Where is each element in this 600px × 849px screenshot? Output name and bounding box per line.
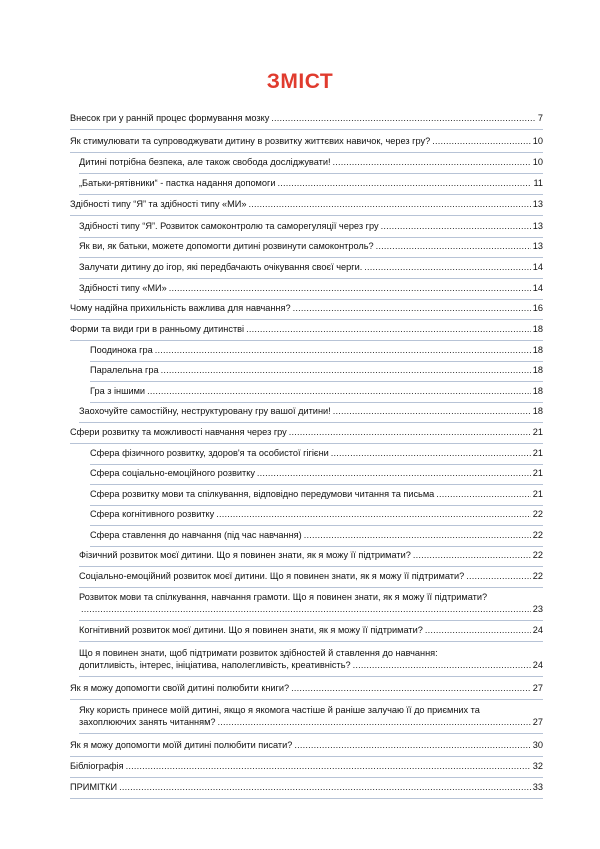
toc-entry[interactable] <box>70 682 543 700</box>
toc-entry[interactable] <box>79 220 543 238</box>
toc-entry-title: Соціально-емоційний розвиток моєї дитини. Що я повинен знати, як я можу її підтримати? <box>79 571 465 581</box>
toc-entry-title: Залучати дитину до ігор, які передбачають очікування своєї черги. <box>79 262 363 272</box>
toc-dot-leader <box>376 240 531 252</box>
toc-page-number: 21 <box>532 468 543 478</box>
toc-dot-leader <box>381 220 531 232</box>
toc-entry[interactable] <box>79 405 543 423</box>
toc-page-number: 18 <box>532 324 543 334</box>
toc-page-number: 18 <box>532 345 543 355</box>
toc-page-number: 10 <box>532 157 543 167</box>
toc-page-number: 22 <box>532 530 543 540</box>
toc-entry[interactable] <box>90 447 543 465</box>
toc-page-number: 22 <box>532 571 543 581</box>
toc-dot-leader <box>331 447 531 459</box>
toc-dot-leader <box>249 198 531 210</box>
toc-page-number: 18 <box>532 386 543 396</box>
toc-entry[interactable] <box>70 198 543 216</box>
toc-dot-leader <box>333 156 531 168</box>
toc-entry[interactable] <box>79 177 543 195</box>
toc-page-number: 14 <box>532 262 543 272</box>
toc-entry-title: Сфера соціально-емоційного розвитку <box>90 468 255 478</box>
toc-page-number: 13 <box>532 241 543 251</box>
toc-entry-title: допитливість, інтерес, ініціатива, наполегливість, креативність? <box>79 660 351 670</box>
toc-entry[interactable] <box>90 488 543 506</box>
toc-page-number: 7 <box>537 113 543 123</box>
toc-dot-leader <box>216 508 531 520</box>
toc-entry[interactable] <box>79 282 543 300</box>
toc-page-number: 18 <box>532 365 543 375</box>
toc-entry-title: Дитині потрібна безпека, але також свобода досліджувати! <box>79 157 331 167</box>
toc-entry-title: Здібності типу “Я” та здібності типу «МИ» <box>70 199 247 209</box>
toc-page-number: 23 <box>532 604 543 614</box>
toc-entry[interactable] <box>90 508 543 526</box>
toc-dot-leader <box>436 488 530 500</box>
toc-entry-title: захоплюючих занять читанням? <box>79 717 216 727</box>
toc-entry-title: Сфера розвитку мови та спілкування, відповідно передумови читання та письма <box>90 489 435 499</box>
toc-page-number: 22 <box>532 509 543 519</box>
toc-entry-title: Як ви, як батьки, можете допомогти дитині розвинути самоконтроль? <box>79 241 374 251</box>
toc-entry[interactable] <box>90 385 543 403</box>
toc-dot-leader <box>277 177 531 189</box>
toc-page-number: 32 <box>532 761 543 771</box>
toc-dot-leader <box>353 659 531 671</box>
toc-entry[interactable] <box>70 426 543 444</box>
toc-entry-title-line1: Яку користь принесе моїй дитині, якщо я якомога частіше й раніше залучаю її до приємних та <box>79 705 480 715</box>
toc-dot-leader <box>294 739 530 751</box>
toc-entry-title: Сфера ставлення до навчання (під час навчання) <box>90 530 302 540</box>
toc-entry-title: Сфери розвитку та можливості навчання через гру <box>70 427 287 437</box>
toc-entry[interactable] <box>90 364 543 382</box>
toc-dot-leader <box>271 112 536 124</box>
toc-entry-title: Внесок гри у ранній процес формування мозку <box>70 113 270 123</box>
toc-dot-leader <box>364 261 531 273</box>
toc-dot-leader <box>333 405 531 417</box>
toc-entry-title: Як стимулювати та супроводжувати дитину в розвитку життєвих навичок, через гру? <box>70 136 431 146</box>
toc-entry-title: Поодинока гра <box>90 345 153 355</box>
toc-entry[interactable] <box>79 261 543 279</box>
toc-page-number: 21 <box>532 489 543 499</box>
toc-entry[interactable] <box>70 302 543 320</box>
toc-dot-leader <box>81 603 531 615</box>
toc-dot-leader <box>257 467 531 479</box>
toc-entry-title: Гра з іншими <box>90 386 146 396</box>
toc-entry-title: Сфера когнітивного розвитку <box>90 509 215 519</box>
toc-dot-leader <box>425 624 531 636</box>
toc-page-number: 10 <box>532 136 543 146</box>
page-title: ЗМІСТ <box>266 70 334 93</box>
toc-dot-leader <box>304 529 531 541</box>
toc-entry-title: Бібліографія <box>70 761 124 771</box>
toc-page-number: 21 <box>532 427 543 437</box>
toc-entry-title: Як я можу допомогти своїй дитині полюбити книги? <box>70 683 290 693</box>
toc-dot-leader <box>119 781 531 793</box>
toc-entry[interactable] <box>90 467 543 485</box>
toc-entry[interactable] <box>70 760 543 778</box>
toc-entry-title: Як я можу допомогти моїй дитині полюбити писати? <box>70 740 293 750</box>
toc-entry-title: Фізичний розвиток моєї дитини. Що я повинен знати, як я можу її підтримати? <box>79 550 411 560</box>
toc-entry[interactable] <box>70 323 543 341</box>
toc-dot-leader <box>126 760 531 772</box>
toc-dot-leader <box>289 426 531 438</box>
toc-entry[interactable] <box>70 781 543 799</box>
toc-dot-leader <box>218 716 531 728</box>
toc-entry[interactable] <box>70 112 543 130</box>
toc-dot-leader <box>466 570 531 582</box>
toc-entry-title: Паралельна гра <box>90 365 159 375</box>
toc-entry[interactable] <box>79 591 543 621</box>
toc-page-number: 13 <box>532 221 543 231</box>
toc-page-number: 16 <box>532 303 543 313</box>
toc-entry[interactable] <box>79 240 543 258</box>
toc-entry-title: Форми та види гри в ранньому дитинстві <box>70 324 245 334</box>
toc-entry[interactable] <box>90 344 543 362</box>
toc-page-number: 11 <box>533 178 543 188</box>
toc-page-number: 30 <box>532 740 543 750</box>
toc-page-number: 24 <box>532 660 543 670</box>
toc-entry-title-line1: Що я повинен знати, щоб підтримати розвиток здібностей й ставлення до навчання: <box>79 648 438 658</box>
toc-entry[interactable] <box>70 739 543 757</box>
toc-page-number: 21 <box>532 448 543 458</box>
toc-dot-leader <box>293 302 531 314</box>
toc-entry-title: ПРИМІТКИ <box>70 782 118 792</box>
toc-entry-title: „Батьки-рятівники“ - пастка надання допомоги <box>79 178 276 188</box>
toc-page-number: 24 <box>532 625 543 635</box>
toc-entry-title: Чому надійна прихильність важлива для навчання? <box>70 303 291 313</box>
toc-entry[interactable] <box>79 549 543 567</box>
toc-page-number: 33 <box>532 782 543 792</box>
toc-entry[interactable] <box>90 529 543 547</box>
toc-entry-title: Здібності типу “Я”. Розвиток самоконтролю та саморегуляції через гру <box>79 221 379 231</box>
toc-entry[interactable] <box>79 156 543 174</box>
toc-dot-leader <box>246 323 531 335</box>
toc-entry-title: Сфера фізичного розвитку, здоров'я та особистої гігієни <box>90 448 329 458</box>
toc-dot-leader <box>161 364 531 376</box>
toc-dot-leader <box>155 344 531 356</box>
toc-page-number: 22 <box>532 550 543 560</box>
toc-entry[interactable] <box>70 135 543 153</box>
toc-entry-title: Заохочуйте самостійну, неструктуровану гру вашої дитини! <box>79 406 331 416</box>
toc-entry-title: Розвиток мови та спілкування, навчання грамоти. Що я повинен знати, як я можу її підтримати? <box>79 592 488 602</box>
toc-dot-leader <box>432 135 531 147</box>
toc-dot-leader <box>413 549 531 561</box>
toc-entry-title: Когнітивний розвиток моєї дитини. Що я повинен знати, як я можу її підтримати? <box>79 625 423 635</box>
toc-page-number: 27 <box>532 683 543 693</box>
toc-page-number: 13 <box>532 199 543 209</box>
toc-entry-title: Здібності типу «МИ» <box>79 283 167 293</box>
toc-entry[interactable] <box>79 570 543 588</box>
toc-dot-leader <box>291 682 531 694</box>
toc-page-number: 27 <box>532 717 543 727</box>
toc-entry[interactable] <box>79 647 543 677</box>
toc-page-number: 14 <box>532 283 543 293</box>
toc-entry[interactable] <box>79 704 543 734</box>
toc-dot-leader <box>147 385 531 397</box>
toc-page-number: 18 <box>532 406 543 416</box>
toc-dot-leader <box>169 282 531 294</box>
toc-entry[interactable] <box>79 624 543 642</box>
